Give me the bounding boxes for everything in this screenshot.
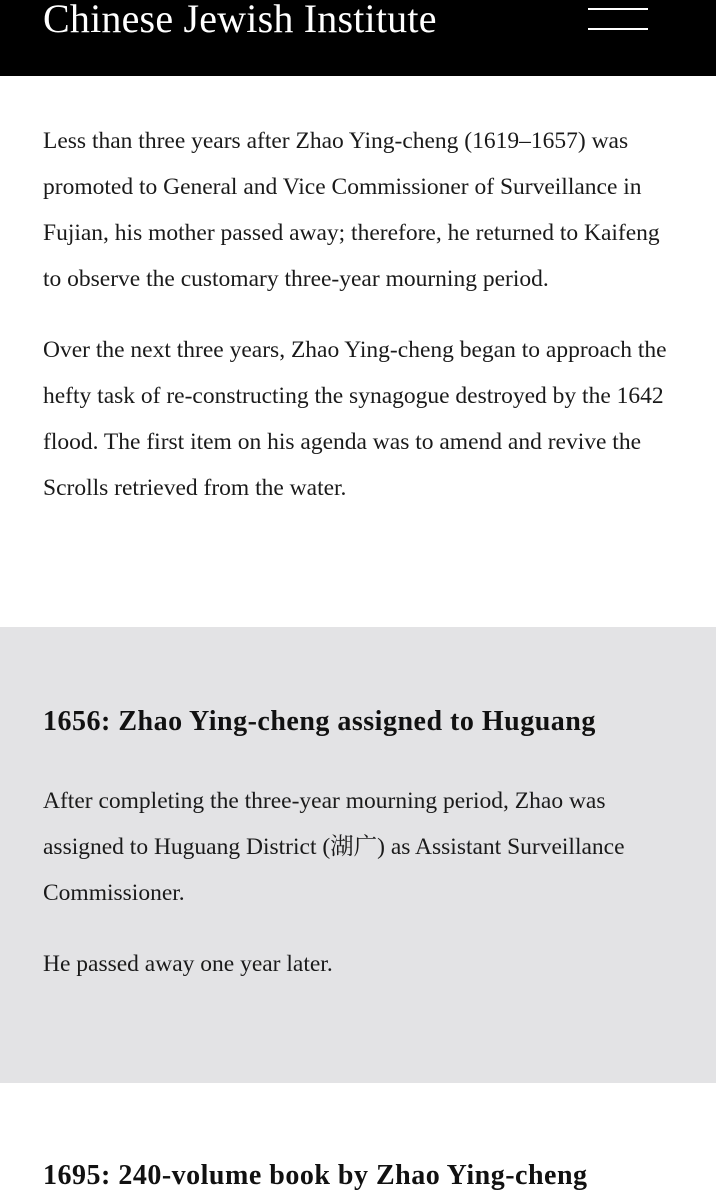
site-title[interactable]: Chinese Jewish Institute xyxy=(43,0,437,41)
book-heading: 1695: 240-volume book by Zhao Ying-cheng xyxy=(43,1160,588,1191)
huguang-heading: 1656: Zhao Ying-cheng assigned to Huguang xyxy=(43,706,596,737)
death-paragraph: He passed away one year later. xyxy=(43,951,333,977)
article-content xyxy=(0,76,716,1200)
mourning-paragraph: Less than three years after Zhao Ying-cheng (1619–1657) was promoted to General and Vice Commissioner of Surveillance in Fujian, his mother passed away; therefore, he returned to Kaifeng to observe the customary three-year mourning period. xyxy=(43,128,660,292)
scroll-restoration-paragraph: Over the next three years, Zhao Ying-cheng began to approach the hefty task of re-constructing the synagogue destroyed by the 1642 flood. The first item on his agenda was to amend and revive the Scrolls retrieved from the water. xyxy=(43,337,667,501)
huguang-paragraph: After completing the three-year mourning period, Zhao was assigned to Huguang District (湖广) as Assistant Surveillance Commissioner. xyxy=(43,788,625,906)
book-section xyxy=(0,1083,716,1200)
site-header xyxy=(0,0,716,76)
hamburger-menu-icon[interactable] xyxy=(588,6,648,34)
huguang-assignment-section xyxy=(0,627,716,1083)
menu-line-top xyxy=(588,8,648,10)
mourning-period-section xyxy=(0,76,716,627)
menu-line-bottom xyxy=(588,28,648,30)
